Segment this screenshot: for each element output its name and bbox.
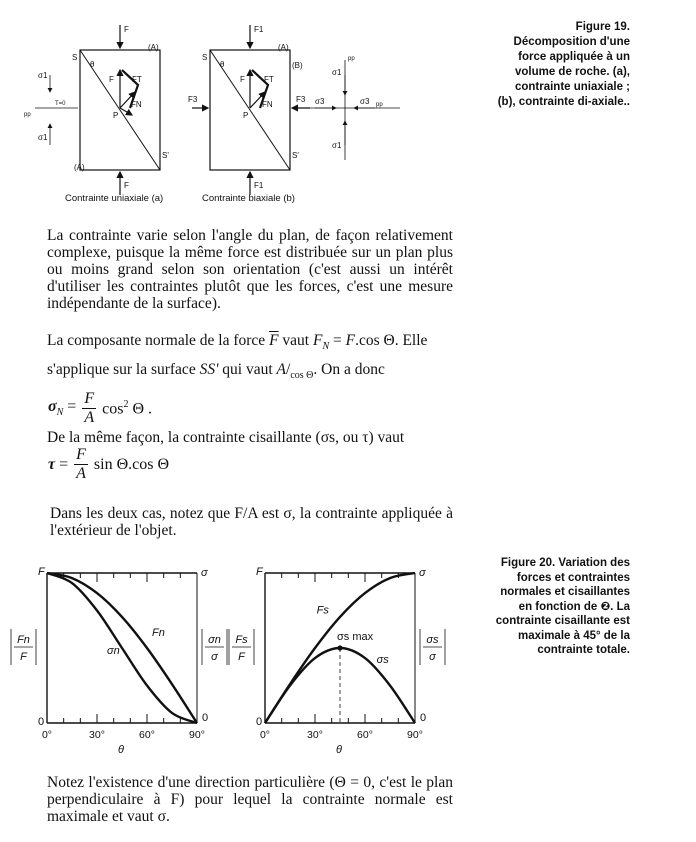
- figure20-caption: [496, 556, 630, 658]
- label-S-prime-b: S': [292, 151, 299, 160]
- p2-text-b: vaut: [282, 332, 310, 349]
- label-theta: θ: [90, 60, 95, 69]
- paragraph-5: Dans les deux cas, notez que F/A est σ, la contrainte appliquée à l'extérieur de l'objet.: [50, 505, 453, 539]
- series-label-sigma-n: σn: [107, 645, 120, 657]
- x-axis-label: θ: [336, 744, 342, 756]
- label-S-prime: S': [162, 151, 169, 160]
- paragraph-4: De la même façon, la contrainte cisaillante (σs, ou τ) vaut: [47, 429, 405, 446]
- label-pp-b2: pp: [376, 102, 383, 108]
- caption-line: Décomposition d'une: [513, 36, 630, 48]
- label-P: P: [113, 111, 119, 120]
- label-pp: pp: [24, 112, 31, 118]
- caption-line: maximale à 45° de la: [517, 629, 630, 642]
- figure19-diagram: [10, 20, 450, 210]
- label-F-bottom: F: [124, 181, 129, 190]
- y-right-bottom-label: 0: [202, 712, 209, 724]
- label-A-b: (A): [278, 43, 289, 52]
- label-sigma3-left: σ3: [315, 97, 325, 106]
- p3-text-b: qui vaut: [222, 361, 273, 378]
- y-top-label: F: [38, 566, 45, 578]
- left-axis-label-numerator: Fn: [17, 634, 30, 646]
- label-FT: FT: [132, 75, 142, 84]
- caption-line: forces et contraintes: [516, 571, 630, 584]
- y-bottom-label: 0: [38, 716, 45, 728]
- series-label-Fs: Fs: [316, 604, 329, 617]
- p2-text-c: . Elle: [394, 332, 428, 349]
- label-S: S: [72, 53, 78, 62]
- label-sigma1-b-bottom: σ1: [332, 141, 342, 150]
- left-axis-label-numerator: Fs: [235, 634, 248, 646]
- x-tick-label: 60°: [357, 729, 373, 741]
- x-tick-label: 90°: [189, 729, 205, 741]
- caption-line: force appliquée à un: [518, 51, 630, 63]
- x-tick-label: 90°: [407, 729, 423, 741]
- right-axis-label-numerator: σs: [426, 634, 439, 646]
- label-F-b: F: [240, 75, 245, 84]
- label-F3-right: F3: [296, 95, 306, 104]
- left-axis-label-denominator: F: [238, 651, 245, 663]
- vector-F: $\overline{F}$: [269, 332, 279, 349]
- label-B: (B): [292, 61, 303, 70]
- y-right-top-label: σ: [419, 567, 426, 579]
- label-sigma1-bottom: σ1: [38, 133, 48, 142]
- label-sigma1: σ1: [38, 71, 48, 80]
- label-sigma3-right: σ3: [360, 97, 370, 106]
- x-tick-label: 0°: [259, 729, 271, 741]
- caption-line: contrainte cisaillante est: [495, 615, 630, 627]
- caption-line: (b), contrainte di-axiale..: [497, 96, 630, 108]
- label-A: (A): [148, 43, 159, 52]
- figure20-chart-left: [10, 555, 235, 760]
- label-pp-b: pp: [348, 56, 355, 62]
- paragraph-6: Notez l'existence d'une direction particulière (Θ = 0, c'est le plan perpendiculaire à F) pour lequel la contrainte normale est maximale et vaut σ.: [47, 774, 453, 825]
- label-P-b: P: [243, 111, 249, 120]
- figure19-caption: [498, 20, 630, 110]
- equation-sigma-n: $\sigma_N$ = $\frac{F}{A}$ $\cos^2 \Theta$ .: [48, 390, 152, 426]
- left-axis-label-denominator: F: [20, 651, 27, 663]
- label-S-b: S: [202, 53, 208, 62]
- x-tick-label: 60°: [139, 729, 155, 741]
- figure19-label-a: Contrainte uniaxiale (a): [65, 193, 164, 204]
- figure20-chart-right: [228, 555, 453, 760]
- y-right-bottom-label: 0: [420, 712, 427, 724]
- label-FN: FN: [131, 100, 142, 109]
- y-top-label: F: [256, 566, 263, 578]
- series-label-Fn: Fn: [152, 627, 165, 639]
- label-F: F: [124, 25, 129, 34]
- series-line-1: [47, 573, 197, 723]
- caption-line: en fonction de ❷. La: [518, 600, 630, 613]
- paragraph-2: La composante normale de la force $\overline{F}$ vaut $F_N = F.\cos$ Θ. Elle: [47, 332, 428, 353]
- equation-tau: τ = $\frac{F}{A}$ sin Θ.cos Θ: [48, 446, 170, 482]
- caption-line: volume de roche. (a),: [514, 66, 630, 78]
- label-F1-bottom: F1: [254, 181, 264, 190]
- figure19-label-b: Contrainte biaxiale (b): [202, 193, 295, 204]
- x-tick-label: 0°: [41, 729, 53, 741]
- caption-line: Figure 20. Variation des: [500, 557, 630, 569]
- formula-area: $A/_{cos \Theta}$: [276, 361, 314, 382]
- p3-text-c: . On a donc: [313, 361, 385, 378]
- x-tick-label: 30°: [89, 729, 105, 741]
- caption-line: contrainte totale.: [537, 644, 630, 656]
- label-sigma1-b: σ1: [332, 68, 342, 77]
- annotation-sigma-s-max: σs max: [337, 631, 374, 643]
- x-axis-label: θ: [118, 744, 124, 756]
- formula-fn: $F_N$: [312, 332, 330, 353]
- p3-text-a: s'applique sur la surface: [47, 361, 196, 378]
- max-point: [337, 645, 342, 650]
- diagram-uniaxial: [35, 25, 160, 195]
- x-tick-label: 30°: [307, 729, 323, 741]
- y-right-top-label: σ: [201, 567, 208, 579]
- right-axis-label-numerator: σn: [208, 634, 221, 646]
- label-theta-b: θ: [220, 60, 225, 69]
- paragraph-3: [47, 361, 453, 384]
- label-FN-b: FN: [262, 100, 273, 109]
- p2-text-a: La composante normale de la force: [47, 332, 266, 349]
- label-F1: F1: [254, 25, 264, 34]
- right-axis-label-denominator: σ: [211, 651, 218, 663]
- series-label-sigma-s: σs: [376, 654, 389, 666]
- caption-line: normales et cisaillantes: [500, 586, 630, 598]
- caption-line: contrainte uniaxiale ;: [514, 81, 630, 93]
- label-F-small: F: [109, 75, 114, 84]
- y-bottom-label: 0: [256, 716, 263, 728]
- label-F3-left: F3: [188, 95, 198, 104]
- caption-line: Figure 19.: [575, 21, 630, 33]
- diagram-biaxial: [192, 25, 400, 195]
- right-axis-label-denominator: σ: [429, 651, 436, 663]
- paragraph-1: La contrainte varie selon l'angle du plan, de façon relativement complexe, puisque la même force est distribuée sur un plan plus ou moins grand selon son orientation (c'est aussi un intérêt d'utiliser les contraintes plutôt que les forces, c'est une mesure indépendante de la surface).: [47, 227, 453, 312]
- formula-ss: SS': [199, 361, 219, 378]
- label-A-bottom: (A): [74, 163, 85, 172]
- label-tau0: T=0: [55, 101, 66, 107]
- label-FT-b: FT: [264, 75, 274, 84]
